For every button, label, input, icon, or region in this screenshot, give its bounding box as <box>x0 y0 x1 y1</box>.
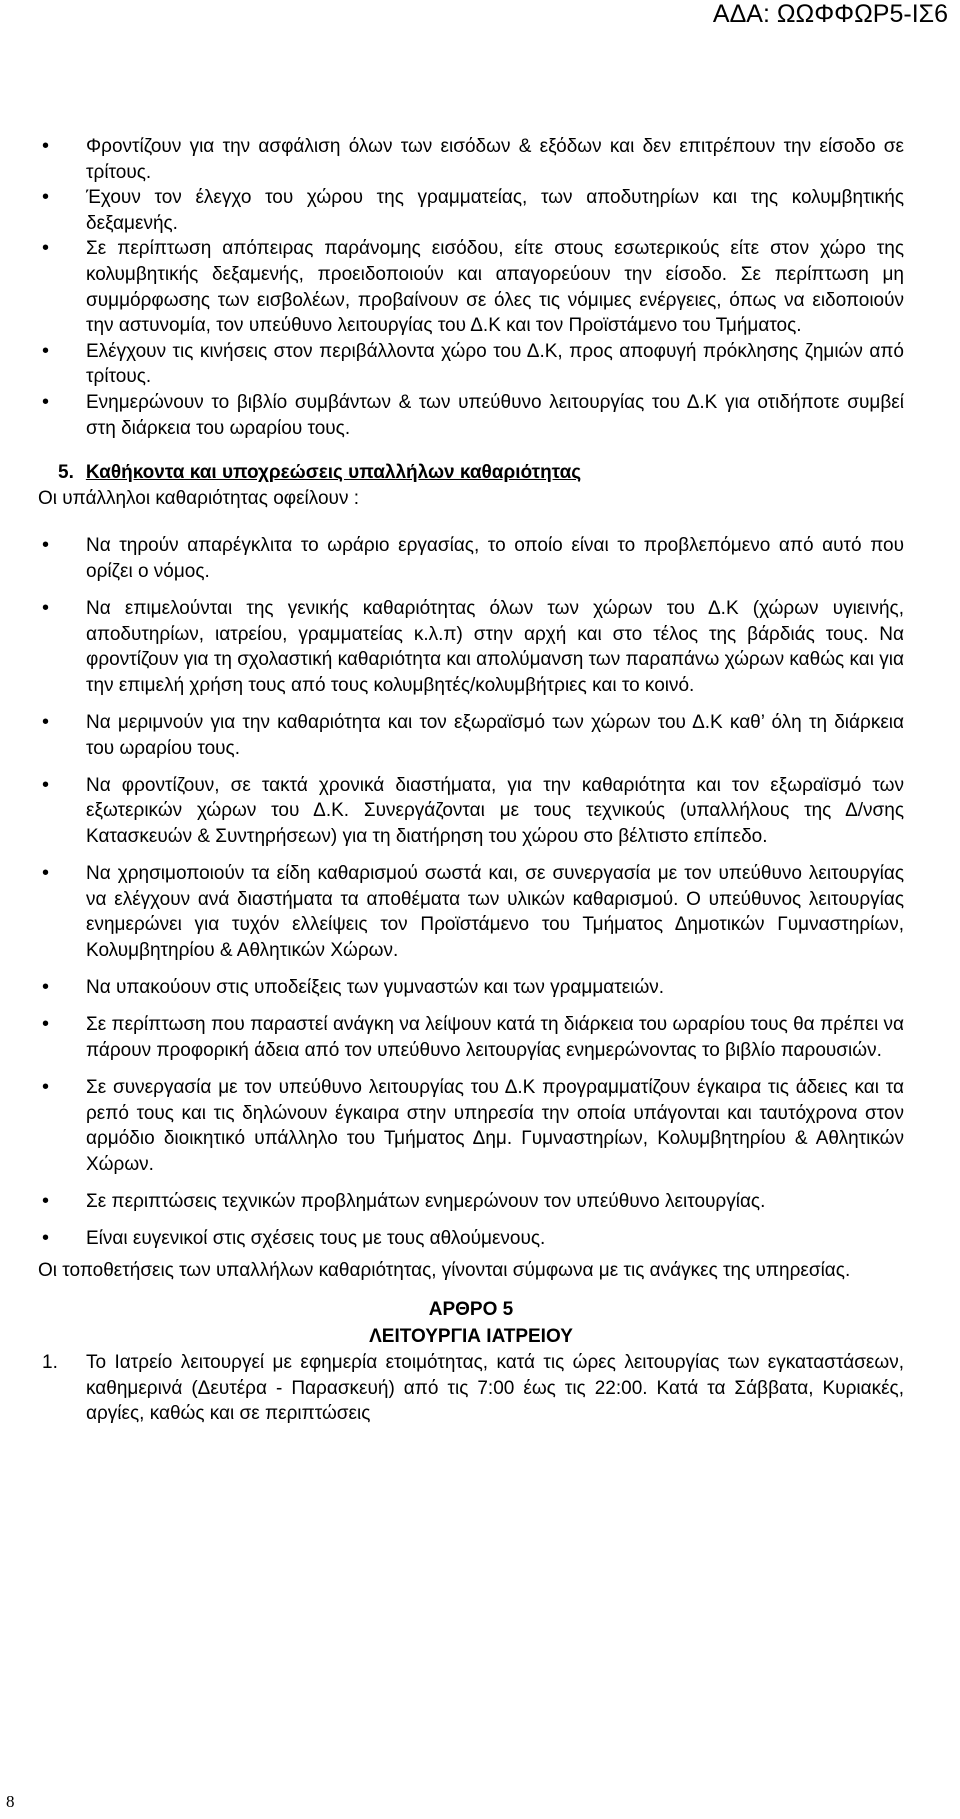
list-item: • Να χρησιμοποιούν τα είδη καθαρισμού σωστά και, σε συνεργασία με τον υπεύθυνο λειτουργίας να ελέγχουν ανά διαστήματα τα αποθέματα των υλικών καθαρισμού. Ο υπεύθυνος λειτουργίας ενημερώνει για τυχόν ελλείψεις τον Προϊστάμενο του Τμήματος Δημοτικών Γυμναστηρίων, Κολυμβητηρίου & Αθλητικών Χώρων. <box>38 861 904 963</box>
section4-list <box>38 134 904 441</box>
page-number: 8 <box>6 1792 15 1811</box>
document-code: ΑΔΑ: ΩΩΦΦΩΡ5-ΙΣ6 <box>712 0 948 28</box>
item-text: Το Ιατρείο λειτουργεί με εφημερία ετοιμότητας, κατά τις ώρες λειτουργίας των εγκαταστάσεων, καθημερινά (Δευτέρα - Παρασκευή) από τις 7:00 έως τις 22:00. Κατά τα Σάββατα, Κυριακές, αργίες, καθώς και σε περιπτώσεις <box>86 1352 904 1425</box>
list-item: • Σε περίπτωση απόπειρας παράνομης εισόδου, είτε στους εσωτερικούς είτε στον χώρο της κολυμβητικής δεξαμενής, προειδοποιούν και απαγορεύουν την είσοδο. Σε περίπτωση μη συμμόρφωσης των εισβολέων, προβαίνουν σε όλες τις νόμιμες ενέργειες, όπως να ειδοποιούν την αστυνομία, τον υπεύθυνο λειτουργίας του Δ.Κ και τον Προϊστάμενο του Τμήματος. <box>38 236 904 338</box>
list-item: • Είναι ευγενικοί στις σχέσεις τους με τους αθλούμενους. <box>38 1226 904 1252</box>
list-item: • Να μεριμνούν για την καθαριότητα και τον εξωραϊσμό των χώρων του Δ.Κ καθ’ όλη τη διάρκεια του ωραρίου τους. <box>38 710 904 761</box>
list-item: • Ενημερώνουν το βιβλίο συμβάντων & των υπεύθυνο λειτουργίας του Δ.Κ για οτιδήποτε συμβεί στη διάρκεια του ωραρίου τους. <box>38 390 904 441</box>
section5-number: 5. <box>58 462 74 484</box>
list-item: • Ελέγχουν τις κινήσεις στον περιβάλλοντα χώρο του Δ.Κ, προς αποφυγή πρόκλησης ζημιών από τρίτους. <box>38 339 904 390</box>
list-item: • Σε περίπτωση που παραστεί ανάγκη να λείψουν κατά τη διάρκεια του ωραρίου τους θα πρέπει να πάρουν προφορική άδεια από τον υπεύθυνο λειτουργίας ενημερώνοντας το βιβλίο παρουσιών. <box>38 1012 904 1063</box>
numbered-item <box>38 1350 904 1427</box>
section5-title: Καθήκοντα και υποχρεώσεις υπαλλήλων καθαριότητας <box>85 462 582 484</box>
list-item: • Να τηρούν απαρέγκλιτα το ωράριο εργασίας, το οποίο είναι το προβλεπόμενο από αυτό που ορίζει ο νόμος. <box>38 533 904 584</box>
item-marker: 1. <box>42 1352 58 1374</box>
article5-list <box>38 1350 904 1427</box>
list-item: • Να φροντίζουν, σε τακτά χρονικά διαστήματα, για την καθαριότητα και τον εξωραϊσμό των εξωτερικών χώρων του Δ.Κ. Συνεργάζονται με τους τεχνικούς (υπαλλήλους της Δ/νσης Κατασκευών & Συντηρήσεων) για τη διατήρηση του χώρου στο βέλτιστο επίπεδο. <box>38 773 904 850</box>
section5-heading <box>38 460 904 486</box>
article-subheading: ΛΕΙΤΟΥΡΓΙΑ ΙΑΤΡΕΙΟΥ <box>369 1326 573 1348</box>
section5-intro: Οι υπάλληλοι καθαριότητας οφείλουν : <box>38 487 360 509</box>
document-body <box>38 134 904 1427</box>
section5-closing: Οι τοποθετήσεις των υπαλλήλων καθαριότητας, γίνονται σύμφωνα με τις ανάγκες της υπηρεσίας. <box>38 1259 851 1281</box>
list-item: • Φροντίζουν για την ασφάλιση όλων των εισόδων & εξόδων και δεν επιτρέπουν την είσοδο σε τρίτους. <box>38 134 904 185</box>
list-item: • Να επιμελούνται της γενικής καθαριότητας όλων των χώρων του Δ.Κ (χώρων υγιεινής, αποδυτηρίων, ιατρείου, γραμματείας κ.λ.π) στην αρχή και στο τέλος της βάρδιάς τους. Να φροντίζουν για τη σχολαστική καθαριότητα και απολύμανση των παραπάνω χώρων καθώς και για την επιμελή χρήση τους από τους κολυμβητές/κολυμβήτριες και το κοινό. <box>38 596 904 698</box>
list-item: • Να υπακούουν στις υποδείξεις των γυμναστών και των γραμματειών. <box>38 975 904 1001</box>
list-item: • Έχουν τον έλεγχο του χώρου της γραμματείας, των αποδυτηρίων και της κολυμβητικής δεξαμενής. <box>38 185 904 236</box>
article-heading: ΑΡΘΡΟ 5 <box>428 1299 514 1321</box>
section5-list <box>38 533 904 1252</box>
list-item: • Σε περιπτώσεις τεχνικών προβλημάτων ενημερώνουν τον υπεύθυνο λειτουργίας. <box>38 1189 904 1215</box>
article-heading-block <box>38 1296 904 1350</box>
list-item: • Σε συνεργασία με τον υπεύθυνο λειτουργίας του Δ.Κ προγραμματίζουν έγκαιρα τις άδειες και τα ρεπό τους και τις δηλώνουν έγκαιρα στην υπηρεσία την οποία υπάγονται και ταυτόχρονα στον αρμόδιο διοικητικό υπάλληλο του Τμήματος Δημ. Γυμναστηρίων, Κολυμβητηρίου & Αθλητικών Χώρων. <box>38 1075 904 1177</box>
